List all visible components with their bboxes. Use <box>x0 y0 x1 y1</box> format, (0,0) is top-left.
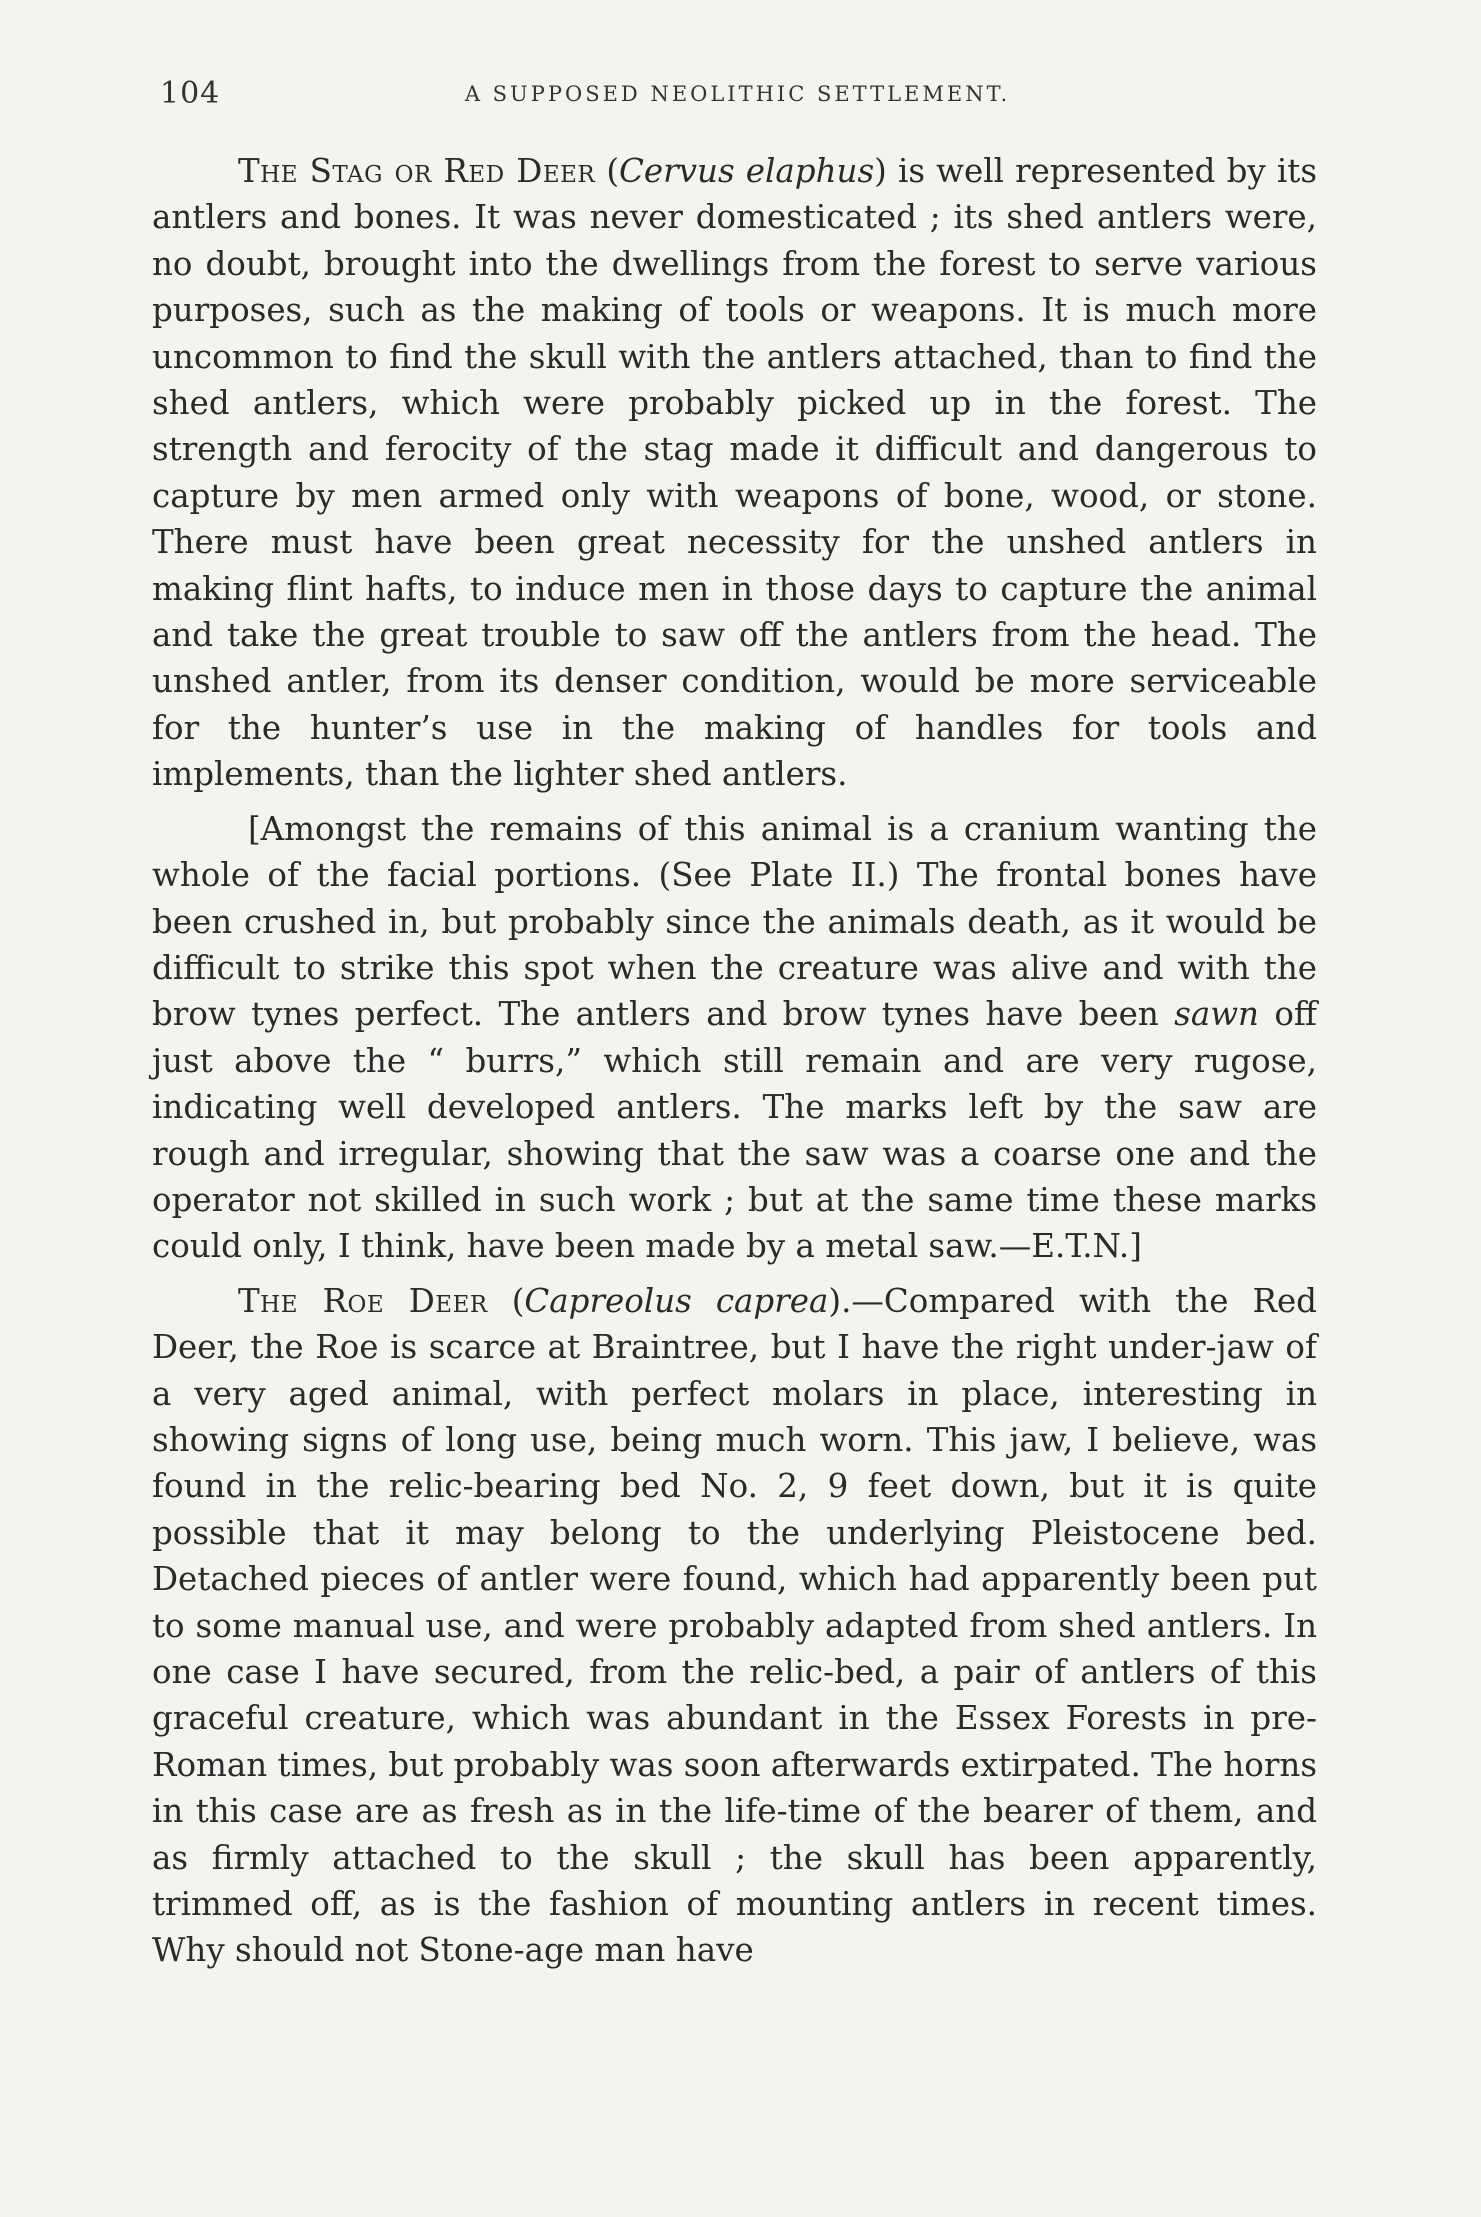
paragraph-roe: The Roe Deer (Capreolus caprea).—Compared with the Red Deer, the Roe is scarce at Braintree, but I have the right under-jaw of a very aged animal, with perfect molars in place, interesting in showing signs of long use, being much worn. This jaw, I believe, was found in the relic-bearing bed No. 2, 9 feet down, but it is quite possible that it may belong to the underlying Pleistocene bed. Detached pieces of antler were found, which had apparently been put to some manual use, and were probably adapted from shed antlers. In one case I have secured, from the relic-bed, a pair of antlers of this graceful creature, which was abundant in the Essex Forests in pre-Roman times, but probably was soon afterwards extirpated. The horns in this case are as fresh as in the life-time of the bearer of them, and as firmly attached to the skull ; the skull has been apparently, trimmed off, as is the fashion of mounting antlers in recent times. Why should not Stone-age man have <box>152 1281 1317 1970</box>
paragraph-editor-note <box>152 806 1317 1270</box>
paragraph-lead: The Stag or Red Deer <box>238 152 596 190</box>
body-text <box>152 148 1317 1974</box>
paragraph-text: is well represented by its antlers and bones. It was never domesticated ; its shed antlers were, no doubt, brought into the dwellings from the forest to serve various purposes, such as the making of tools or weapons. It is much more uncommon to find the skull with the antlers attached, than to find the shed antlers, which were probably picked up in the forest. The strength and ferocity of the stag made it difficult and dangerous to capture by men armed only with weapons of bone, wood, or stone. There must have been great necessity for the unshed antlers in making flint hafts, to induce men in those days to capture the animal and take the great trouble to saw off the antlers from the head. The unshed antler, from its denser condition, would be more serviceable for the hunter’s use in the making of handles for tools and implements, than the lighter shed antlers. <box>152 152 1317 794</box>
page-number: 104 <box>160 76 221 111</box>
latin-name: Cervus elaphus <box>619 152 875 190</box>
page-header <box>160 76 1315 116</box>
italic-word: sawn <box>1174 995 1259 1034</box>
paragraph-text: .—Compared with the Red Deer, the Roe is scarce at Braintree, but I have the right under-jaw of a very aged animal, with perfect molars in place, interesting in showing signs of long use, being much worn. This jaw, I believe, was found in the relic-bearing bed No. 2, 9 feet down, but it is quite possible that it may belong to the underlying Pleistocene bed. Detached pieces of antler were found, which had apparently been put to some manual use, and were probably adapted from shed antlers. In one case I have secured, from the relic-bed, a pair of antlers of this graceful creature, which was abundant in the Essex Forests in pre-Roman times, but probably was soon afterwards extirpated. The horns in this case are as fresh as in the life-time of the bearer of them, and as firmly attached to the skull ; the skull has been apparently, trimmed off, as is the fashion of mounting antlers in recent times. Why should not Stone-age man have <box>152 1281 1317 1970</box>
paragraph-text: [Amongst the remains of this animal is a cranium wanting the whole of the facial portions. (See Plate II.) The frontal bones have been crushed in, but probably since the animals death, as it would be difficult to strike this spot when the creature was alive and with the brow tynes perfect. The antlers and brow tynes have been <box>152 809 1317 1034</box>
paragraph-text: off just above the “ burrs,” which still remain and are very rugose, indicating well developed antlers. The marks left by the saw are rough and irregular, showing that the saw was a coarse one and the operator not skilled in such work ; but at the same time these marks could only, I think, have been made by a metal saw.—E.T.N.] <box>152 995 1317 1266</box>
paragraph-lead: The Roe Deer <box>238 1281 488 1320</box>
running-title: A SUPPOSED NEOLITHIC SETTLEMENT. <box>464 82 1011 106</box>
latin-name: Capreolus caprea <box>524 1281 829 1320</box>
paragraph-stag: The Stag or Red Deer (Cervus elaphus) is well represented by its antlers and bones. It was never domesticated ; its shed antlers were, no doubt, brought into the dwellings from the forest to serve various purposes, such as the making of tools or weapons. It is much more uncommon to find the skull with the antlers attached, than to find the shed antlers, which were probably picked up in the forest. The strength and ferocity of the stag made it difficult and dangerous to capture by men armed only with weapons of bone, wood, or stone. There must have been great necessity for the unshed antlers in making flint hafts, to induce men in those days to capture the animal and take the great trouble to saw off the antlers from the head. The unshed antler, from its denser condition, would be more serviceable for the hunter’s use in the making of handles for tools and implements, than the lighter shed antlers. <box>152 152 1317 794</box>
